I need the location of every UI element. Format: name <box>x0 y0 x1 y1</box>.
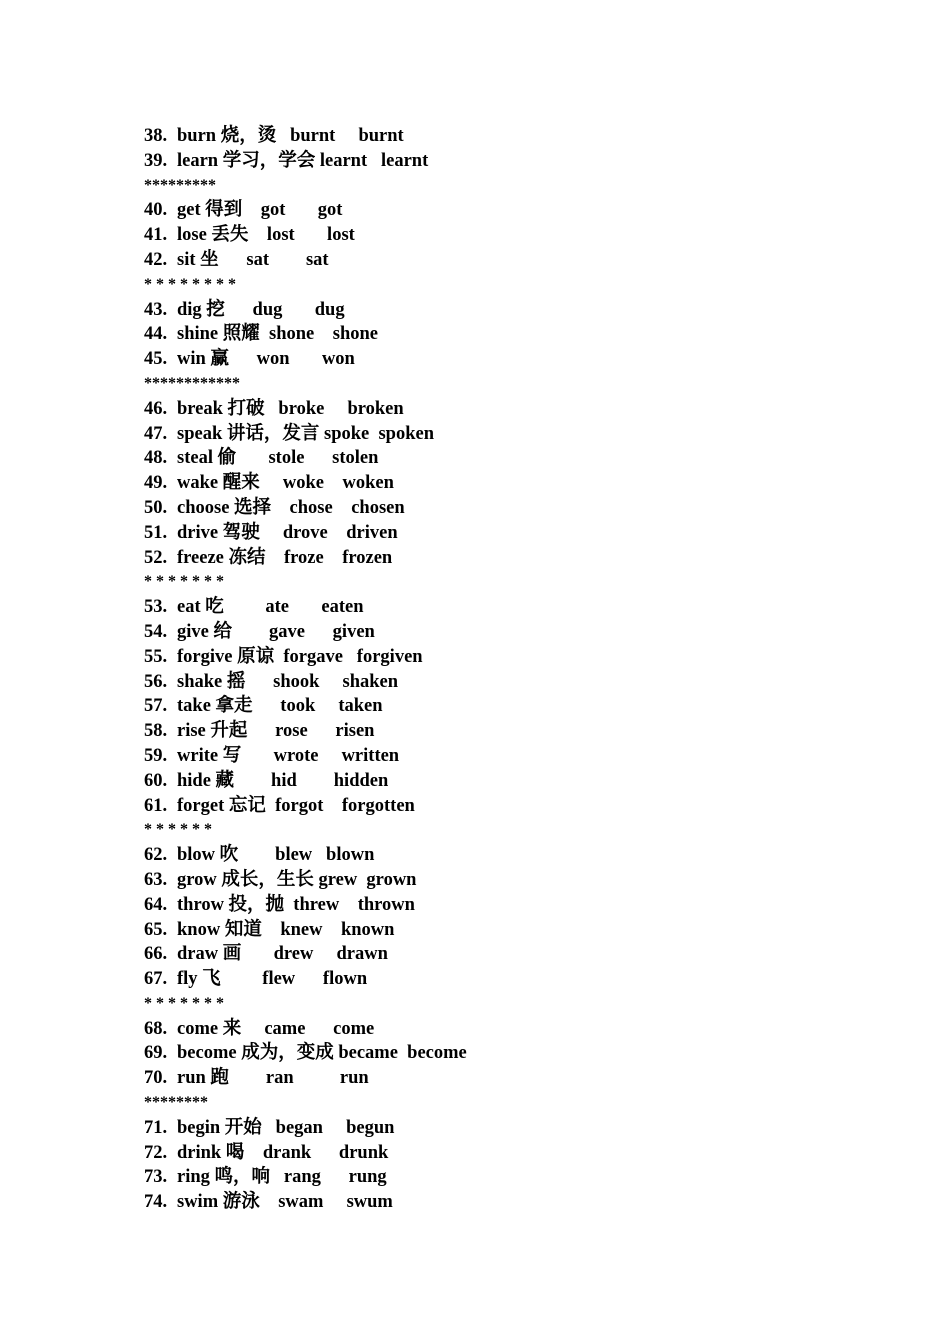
verb-entry <box>144 496 844 521</box>
entry-forms: draw 画 drew drawn <box>177 944 388 965</box>
entry-number: 56. <box>144 671 168 692</box>
separator-line: ******** <box>144 1094 208 1112</box>
entry-number: 46. <box>144 398 168 419</box>
entry-forms: speak 讲话，发言 spoke spoken <box>177 423 435 444</box>
verb-entry <box>144 1041 844 1066</box>
entry-number: 65. <box>144 919 168 940</box>
entry-number: 51. <box>144 522 168 543</box>
entry-forms: ring 鸣，响 rang rung <box>177 1167 387 1188</box>
entry-forms: choose 选择 chose chosen <box>177 497 405 518</box>
verb-entry <box>144 794 844 819</box>
entry-number: 68. <box>144 1018 168 1039</box>
verb-entry <box>144 471 844 496</box>
entry-forms: wake 醒来 woke woken <box>177 473 394 494</box>
verb-entry <box>144 223 844 248</box>
entry-number: 55. <box>144 646 168 667</box>
verb-entry <box>144 620 844 645</box>
entry-forms: break 打破 broke broken <box>177 398 404 419</box>
entry-number: 49. <box>144 473 168 494</box>
entry-forms: run 跑 ran run <box>177 1068 369 1089</box>
entry-forms: shake 摇 shook shaken <box>177 671 399 692</box>
entry-number: 73. <box>144 1167 168 1188</box>
entry-forms: take 拿走 took taken <box>177 696 383 717</box>
entry-number: 54. <box>144 621 168 642</box>
verb-entry <box>144 198 844 223</box>
verb-entry <box>144 1190 844 1215</box>
verb-entry <box>144 347 844 372</box>
entry-number: 52. <box>144 547 168 568</box>
entry-number: 69. <box>144 1043 168 1064</box>
verb-entry <box>144 1017 844 1042</box>
entry-forms: come 来 came come <box>177 1018 375 1039</box>
separator-line: ************ <box>144 374 240 392</box>
entry-number: 74. <box>144 1192 168 1213</box>
entry-number: 66. <box>144 944 168 965</box>
separator-line: * * * * * * <box>144 821 212 839</box>
verb-entry <box>144 868 844 893</box>
verb-entry <box>144 521 844 546</box>
entry-forms: forgive 原谅 forgave forgiven <box>177 646 423 667</box>
entry-forms: throw 投，抛 threw thrown <box>177 894 415 915</box>
entry-number: 50. <box>144 497 168 518</box>
verb-entry <box>144 967 844 992</box>
entry-forms: learn 学习，学会 learnt learnt <box>177 150 429 171</box>
verb-entry <box>144 1165 844 1190</box>
entry-forms: shine 照耀 shone shone <box>177 324 378 345</box>
entry-forms: write 写 wrote written <box>177 745 400 766</box>
entry-number: 71. <box>144 1117 168 1138</box>
entry-number: 58. <box>144 721 168 742</box>
entry-forms: sit 坐 sat sat <box>177 249 329 270</box>
entry-forms: fly 飞 flew flown <box>177 969 368 990</box>
verb-entry <box>144 942 844 967</box>
entry-number: 64. <box>144 894 168 915</box>
entry-forms: rise 升起 rose risen <box>177 721 375 742</box>
separator-line: * * * * * * * <box>144 994 224 1012</box>
entry-forms: forget 忘记 forgot forgotten <box>177 795 415 816</box>
verb-entry <box>144 769 844 794</box>
entry-number: 47. <box>144 423 168 444</box>
entry-forms: win 赢 won won <box>177 349 355 370</box>
entry-forms: become 成为，变成 became become <box>177 1043 467 1064</box>
entry-forms: dig 挖 dug dug <box>177 299 345 320</box>
verb-entry <box>144 546 844 571</box>
verb-entry <box>144 1066 844 1091</box>
verb-entry <box>144 422 844 447</box>
verb-entry <box>144 124 844 149</box>
verb-entry <box>144 719 844 744</box>
entry-forms: grow 成长，生长 grew grown <box>177 869 417 890</box>
irregular-verb-list <box>144 124 844 1215</box>
entry-number: 59. <box>144 745 168 766</box>
verb-entry <box>144 322 844 347</box>
entry-number: 48. <box>144 448 168 469</box>
entry-forms: freeze 冻结 froze frozen <box>177 547 393 568</box>
entry-number: 45. <box>144 349 168 370</box>
verb-entry <box>144 670 844 695</box>
verb-entry <box>144 248 844 273</box>
entry-forms: drink 喝 drank drunk <box>177 1142 389 1163</box>
entry-forms: get 得到 got got <box>177 200 343 221</box>
separator-line: ********* <box>144 176 216 194</box>
entry-forms: steal 偷 stole stolen <box>177 448 379 469</box>
verb-entry <box>144 397 844 422</box>
verb-entry <box>144 645 844 670</box>
verb-entry <box>144 446 844 471</box>
entry-number: 72. <box>144 1142 168 1163</box>
verb-entry <box>144 918 844 943</box>
verb-entry <box>144 595 844 620</box>
entry-number: 67. <box>144 969 168 990</box>
entry-number: 40. <box>144 200 168 221</box>
entry-number: 57. <box>144 696 168 717</box>
entry-number: 60. <box>144 770 168 791</box>
entry-number: 39. <box>144 150 168 171</box>
verb-entry <box>144 843 844 868</box>
verb-entry <box>144 694 844 719</box>
entry-number: 62. <box>144 845 168 866</box>
entry-number: 44. <box>144 324 168 345</box>
verb-entry <box>144 744 844 769</box>
entry-forms: swim 游泳 swam swum <box>177 1192 393 1213</box>
verb-entry <box>144 1116 844 1141</box>
verb-entry <box>144 1141 844 1166</box>
entry-number: 43. <box>144 299 168 320</box>
entry-forms: give 给 gave given <box>177 621 375 642</box>
entry-number: 61. <box>144 795 168 816</box>
separator-line: * * * * * * * * <box>144 275 236 293</box>
verb-entry <box>144 149 844 174</box>
entry-number: 41. <box>144 225 168 246</box>
entry-forms: hide 藏 hid hidden <box>177 770 389 791</box>
entry-number: 70. <box>144 1068 168 1089</box>
verb-entry <box>144 893 844 918</box>
entry-number: 42. <box>144 249 168 270</box>
entry-forms: eat 吃 ate eaten <box>177 597 364 618</box>
entry-number: 38. <box>144 126 168 146</box>
entry-number: 63. <box>144 869 168 890</box>
entry-forms: burn 烧，烫 burnt burnt <box>177 126 404 146</box>
verb-entry <box>144 298 844 323</box>
entry-forms: know 知道 knew known <box>177 919 395 940</box>
entry-forms: begin 开始 began begun <box>177 1117 395 1138</box>
entry-forms: drive 驾驶 drove driven <box>177 522 398 543</box>
entry-forms: lose 丢失 lost lost <box>177 225 355 246</box>
entry-number: 53. <box>144 597 168 618</box>
entry-forms: blow 吹 blew blown <box>177 845 375 866</box>
separator-line: * * * * * * * <box>144 573 224 591</box>
